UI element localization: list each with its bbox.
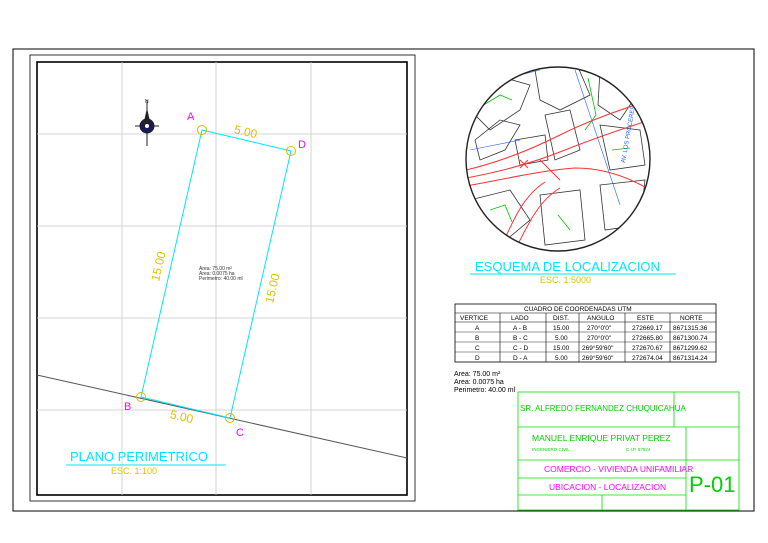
coord-cell: 272670.67 bbox=[632, 345, 663, 352]
coord-cell: D - A bbox=[513, 355, 528, 362]
coord-cell: A - B bbox=[513, 325, 528, 332]
coord-cell: 8671315.36 bbox=[673, 325, 708, 332]
coord-header-este: ESTE bbox=[637, 315, 654, 322]
title-engineer-cip: C.I.P. 57524 bbox=[626, 447, 651, 452]
coord-header-dist: DIST. bbox=[553, 315, 569, 322]
vertex-b-label: B bbox=[124, 401, 132, 413]
coord-table-title: CUADRO DE COORDENADAS UTM bbox=[524, 306, 632, 313]
coord-cell: 5.00 bbox=[555, 335, 568, 342]
dim-ad-label: 5.00 bbox=[232, 122, 259, 142]
plan-scale: ESC. 1:100 bbox=[111, 466, 158, 476]
coord-header-angulo: ANGULO bbox=[587, 315, 615, 322]
title-plan-name: UBICACION - LOCALIZACION bbox=[549, 482, 667, 492]
summary-perimeter: Perimetro: 40.00 ml bbox=[454, 387, 516, 394]
coord-cell: B - C bbox=[513, 335, 528, 342]
plan-area-note-3: Perimetro: 40.00 ml bbox=[199, 276, 243, 282]
north-compass-icon bbox=[135, 100, 159, 146]
compass-north-label: N bbox=[145, 99, 149, 105]
coord-cell: 269°59'60" bbox=[582, 345, 614, 352]
vertex-a-label: A bbox=[187, 111, 195, 123]
dim-dc-label: 15.00 bbox=[262, 272, 283, 305]
coord-cell: 272665.80 bbox=[632, 335, 663, 342]
coord-cell: A bbox=[475, 325, 480, 332]
title-engineer: MANUEL ENRIQUE PRIVAT PEREZ bbox=[532, 433, 671, 443]
summary-area-ha: Area: 0.0075 ha bbox=[454, 379, 504, 386]
plan-title: PLANO PERIMETRICO bbox=[70, 449, 208, 464]
vertex-d-label: D bbox=[298, 139, 306, 151]
street-label: AV. LOS PROCERES bbox=[620, 105, 637, 164]
coord-cell: C bbox=[475, 345, 480, 352]
location-title: ESQUEMA DE LOCALIZACION bbox=[475, 259, 660, 274]
coord-cell: 15.00 bbox=[553, 325, 570, 332]
dim-ab-label: 15.00 bbox=[148, 250, 169, 283]
dim-bc-label: 5.00 bbox=[168, 407, 195, 427]
coord-cell: C - D bbox=[513, 345, 529, 352]
title-owner: SR. ALFREDO FERNANDEZ CHUQUICAHUA bbox=[520, 404, 686, 413]
coord-cell: 269°59'60" bbox=[582, 355, 614, 362]
vertex-c-label: C bbox=[236, 427, 244, 439]
coord-header-norte: NORTE bbox=[680, 315, 703, 322]
coord-cell: 8671314.24 bbox=[673, 355, 708, 362]
plan-area-note-1: Area: 75.00 m² bbox=[199, 266, 233, 272]
coord-cell: 272674.04 bbox=[632, 355, 663, 362]
coord-cell: 15.00 bbox=[553, 345, 570, 352]
coord-header-lado: LADO bbox=[511, 315, 529, 322]
coord-cell: 270°0'0" bbox=[587, 335, 612, 342]
coord-cell: 270°0'0" bbox=[587, 325, 612, 332]
coord-cell: 272669.17 bbox=[632, 325, 663, 332]
title-sheet-number: P-01 bbox=[689, 472, 736, 497]
title-project: COMERCIO - VIVIENDA UNIFAMILIAR bbox=[544, 464, 694, 474]
coord-cell: 5.00 bbox=[555, 355, 568, 362]
coordinate-table bbox=[455, 304, 716, 362]
coord-cell: 8671300.74 bbox=[673, 335, 708, 342]
summary-area-m2: Area: 75.00 m² bbox=[454, 371, 501, 378]
location-scale: ESC. 1:5000 bbox=[540, 275, 592, 285]
title-engineer-role: INGENIERO CIVIL bbox=[532, 447, 570, 452]
coord-cell: 8671299.62 bbox=[673, 345, 708, 352]
plan-area-note-2: Area: 0.0075 ha bbox=[199, 271, 235, 277]
coord-header-vertice: VERTICE bbox=[460, 315, 489, 322]
coord-cell: D bbox=[475, 355, 480, 362]
coord-cell: B bbox=[475, 335, 480, 342]
